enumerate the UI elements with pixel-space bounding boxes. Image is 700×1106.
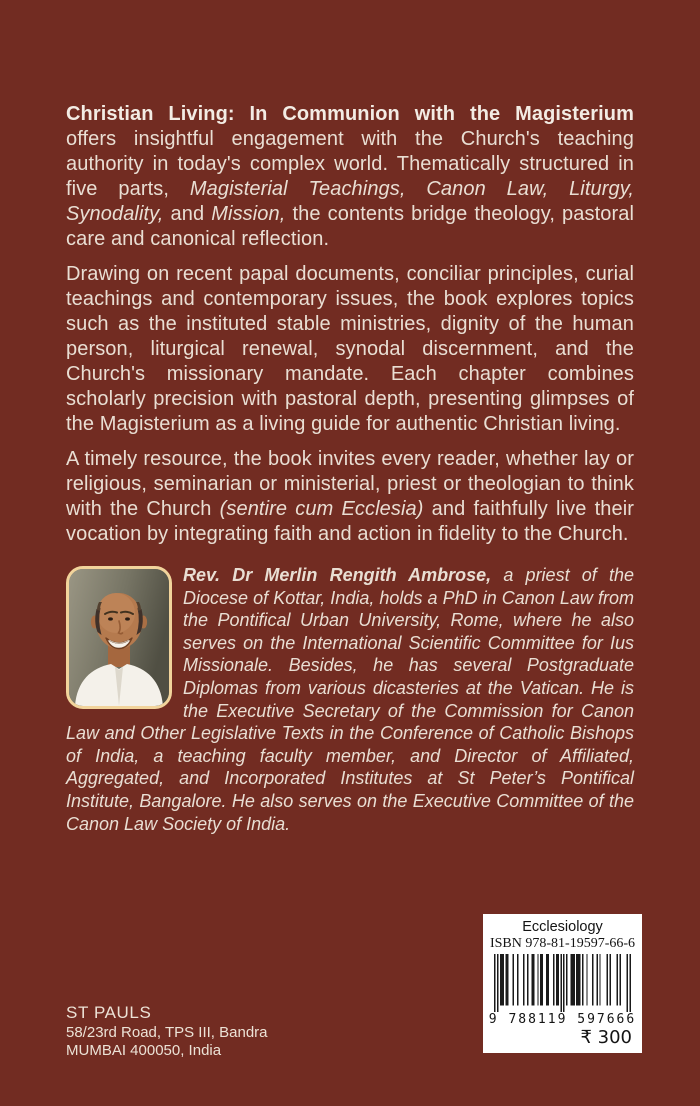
category-label: Ecclesiology xyxy=(522,919,603,935)
book-title: Christian Living: In Communion with the Magisterium xyxy=(66,103,634,125)
synopsis-text: A timely resource, the book invites every reader, whether lay or religious, seminarian or ministerial, priest or theologian to think with the Church xyxy=(66,448,634,520)
barcode-digits: 9 788119 597666 xyxy=(488,1012,637,1027)
author-bio-text: a priest of the Diocese of Kottar, India, holds a PhD in Canon Law from the Pontifical Urban University, Rome, where he also serves on the International Scientific Committee for Ius Missionale. Besides, he has several Postgraduate Diplomas from various dicasteries at the Vatican. He is the Executive Secretary of the Commission for Canon Law and Other Legislative Texts in the Conference of Catholic Bishops of India, a teaching faculty member, and Director of Affiliated, Aggregated, and Incorporated Institutes at St Peter’s Pontifical Institute, Bangalore. He also serves on the Executive Committee of the Canon Law Society of India. xyxy=(66,565,634,834)
publisher-address-line2: MUMBAI 400050, India xyxy=(66,1042,222,1059)
price: ₹ 300 xyxy=(580,1027,632,1048)
synopsis-text: and faithfully live their vocation by integrating faith and action in fidelity to the Church. xyxy=(66,498,634,545)
author-portrait-illustration xyxy=(69,569,169,706)
synopsis-paragraph-2: Drawing on recent papal documents, conciliar principles, curial teachings and contemporary issues, the book explores topics such as the instituted stable ministries, dignity of the human person, liturgical renewal, synodal discernment, and the Church's missionary mandate. Each chapter combines scholarly precision with pastoral depth, presenting glimpses of the Magisterium as a living guide for authentic Christian living. xyxy=(66,263,634,435)
isbn-barcode-panel xyxy=(483,914,642,1053)
author-name: Rev. Dr Merlin Rengith Ambrose, xyxy=(183,565,492,585)
ean-barcode xyxy=(494,954,631,1012)
latin-phrase: (sentire cum Ecclesia) xyxy=(219,498,424,520)
isbn-number: ISBN 978-81-19597-66-6 xyxy=(489,936,636,951)
publisher-name: ST PAULS xyxy=(66,1003,152,1022)
synopsis-text: and xyxy=(163,203,212,225)
publisher-block xyxy=(66,1004,268,1060)
author-photo xyxy=(66,566,172,709)
publisher-address-line1: 58/23rd Road, TPS III, Bandra xyxy=(66,1024,268,1041)
book-parts-list: Magisterial Teachings, Canon Law, Liturgy, Synodality, xyxy=(66,178,634,225)
synopsis-text: offers insightful engagement with the Church's teaching authority in today's complex world. Thematically structured in five parts, xyxy=(66,128,634,200)
synopsis-text: the contents bridge theology, pastoral care and canonical reflection. xyxy=(66,203,635,250)
synopsis-paragraph-3 xyxy=(66,447,634,547)
author-section xyxy=(66,564,634,835)
synopsis xyxy=(66,102,634,557)
book-part-mission: Mission, xyxy=(211,203,286,225)
synopsis-paragraph-1 xyxy=(66,102,634,252)
